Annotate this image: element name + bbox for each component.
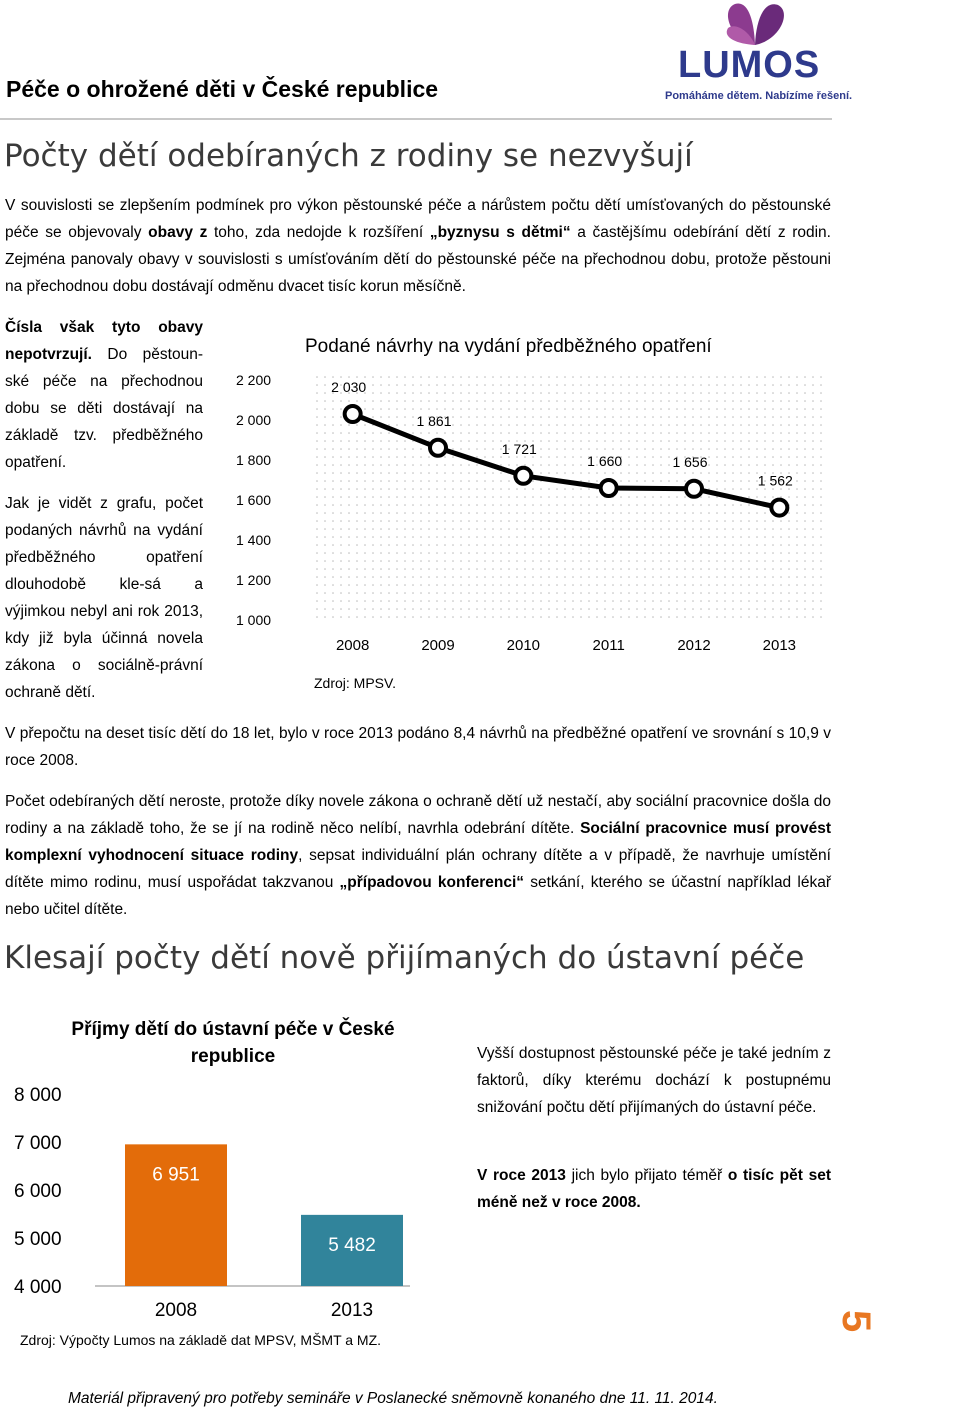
bar-x-tick-label: 2008 [154,1300,198,1321]
logo-wordmark: LUMOS [678,44,821,86]
side-text-2: Jak je vidět z grafu, počet podaných návrhů na vydání předběžného opatření dlouhodobě kle-sá a výjimkou nebyl ani rok 2013, kdy již byla účinná novela zákona o sociálně-právní ochraně dětí. [5,495,203,701]
bar-y-tick-label: 8 000 [14,1085,62,1106]
bar-chart-title: Příjmy dětí do ústavní péče v České republice [71,1019,395,1067]
y-tick-label: 1 400 [236,532,272,548]
bar-y-tick-label: 5 000 [14,1229,62,1250]
y-tick-label: 1 600 [236,492,272,508]
x-tick-label: 2013 [762,637,797,654]
data-point [771,500,787,516]
right-text-2: V roce 2013 jich bylo přijato téměř o tisíc pět set méně než v roce 2008. [477,1167,831,1211]
data-label: 1 562 [757,472,793,489]
section-heading-2: Klesají počty dětí nově přijímaných do ústavní péče [4,940,805,976]
section-heading-1: Počty dětí odebíraných z rodiny se nezvyšují [4,138,693,174]
line-chart-plot-area [310,370,822,620]
bar-y-tick-label: 6 000 [14,1181,62,1202]
bar-y-tick-label: 4 000 [14,1277,62,1298]
data-label: 1 660 [587,453,623,469]
header-rule [0,118,832,120]
x-tick-label: 2011 [592,637,625,654]
data-point [430,440,446,456]
x-tick-label: 2012 [677,637,711,654]
bar-y-tick-label: 7 000 [14,1133,62,1154]
butterfly-logo-icon [700,0,810,50]
y-tick-label: 1 000 [236,612,272,628]
x-tick-label: 2009 [421,637,455,654]
y-tick-label: 2 200 [236,372,272,388]
data-point [345,406,361,422]
footer-text: Materiál připravený pro potřeby semináře v Poslanecké sněmovně konaného dne 11. 11. 2014. [68,1390,718,1407]
data-label: 1 656 [672,453,708,470]
logo-tagline: Pomáháme dětem. Nabízíme řešení. [665,90,853,102]
intro-paragraph: V souvislosti se zlepšením podmínek pro výkon pěstounské péče a nárůstem počtu dětí umísťovaných do pěstounské péče se objevovaly obavy z toho, zda nedojde k rozšíření „byznysu s dětmi“ a častějšímu odebírání dětí z rodin. Zejména panovaly obavy v souvislosti s umísťováním dětí do pěstounské péče na přechodnou dobu, protože pěstouni na přechodnou dobu dostávají odměnu dvacet tisíc korun měsíčně. [5,197,831,295]
bar-value-label: 6 951 [152,1164,200,1186]
line-chart [220,320,830,700]
y-tick-label: 1 800 [236,452,272,468]
paragraph-2: V přepočtu na deset tisíc dětí do 18 let, bylo v roce 2013 podáno 8,4 návrhů na předběžné opatření ve srovnání s 10,9 v roce 2008. [5,725,831,769]
data-point [601,480,617,496]
line-chart-source: Zdroj: MPSV. [314,675,396,691]
x-tick-label: 2008 [335,637,370,654]
y-tick-label: 1 200 [236,572,272,588]
right-text-1: Vyšší dostupnost pěstounské péče je také jedním z faktorů, díky kterému dochází k postupnému snižování počtu dětí přijímaných do ústavní péče. [477,1045,831,1116]
x-tick-label: 2010 [506,637,541,654]
bar-value-label: 5 482 [328,1234,376,1256]
bar-chart-source: Zdroj: Výpočty Lumos na základě dat MPSV, MŠMT a MZ. [20,1332,382,1348]
data-point [515,468,531,484]
paragraph-3: Počet odebíraných dětí neroste, protože díky novele zákona o ochraně dětí už nestačí, aby sociální pracovnice došla do rodiny a na základě toho, že se jí na rodině něco nelíbí, navrhla odebrání dítěte. Sociální pracovnice musí provést komplexní vyhodnocení situace rodiny, sepsat individuální plán ochrany dítěte a v případě, že navrhuje umístění dítěte mimo rodinu, musí uspořádat takzvanou „případovou konferenci“ setkání, kterého se účastní například lékař nebo učitel dítěte. [5,793,831,918]
data-label: 1 861 [416,412,452,429]
bar-x-tick-label: 2013 [330,1300,374,1321]
data-label: 2 030 [331,379,367,395]
page-header-title: Péče o ohrožené děti v České republice [6,76,439,102]
bar-chart [0,1070,440,1330]
line-chart-title: Podané návrhy na vydání předběžného opatření [305,336,712,357]
side-text-1: Čísla však tyto obavy nepotvrzují. Do pěstoun-ské péče na přechodnou dobu se děti dostávají na základě tzv. předběžného opatření. [5,319,203,471]
page-number: 5 [834,1310,878,1333]
data-label: 1 721 [501,440,537,457]
y-tick-label: 2 000 [236,412,272,428]
data-point [686,481,702,497]
